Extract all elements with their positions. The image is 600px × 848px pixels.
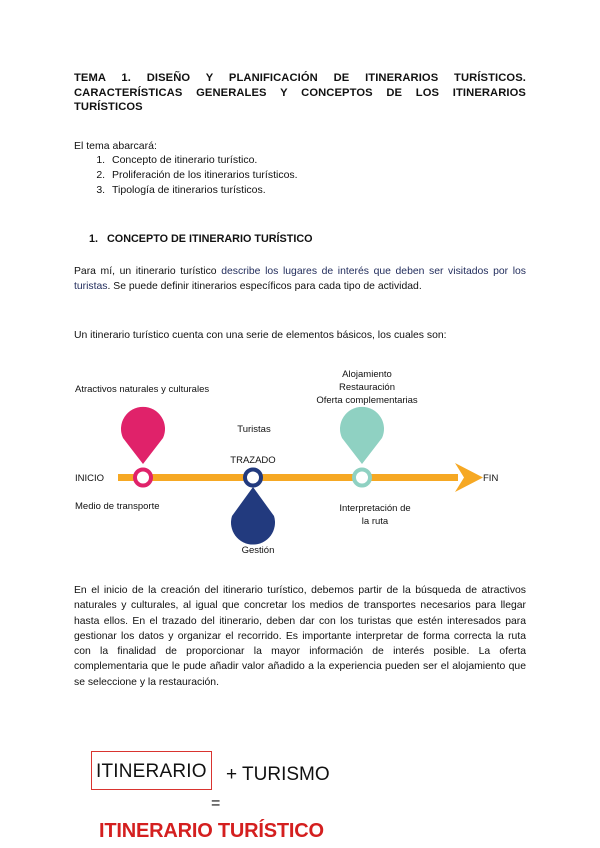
equation-plus: + TURISMO <box>226 764 330 785</box>
label-route: TRAZADO <box>230 455 276 466</box>
attractions-drop-icon <box>121 407 165 464</box>
label-complementary: Oferta complementarias <box>316 395 418 406</box>
label-management: Gestión <box>241 545 275 556</box>
equation-result: ITINERARIO TURÍSTICO <box>99 820 324 842</box>
label-tourists: Turistas <box>237 424 271 435</box>
route-node <box>245 470 261 486</box>
interpretation-node <box>354 470 370 486</box>
equation-equals: = <box>211 795 221 812</box>
lodging-drop-icon <box>340 407 384 464</box>
equation-box: ITINERARIO <box>91 751 212 790</box>
list-item: 2. Proliferación de los itinerarios turísticos. <box>108 168 298 183</box>
label-attractions: Atractivos naturales y culturales <box>75 384 210 395</box>
section-title: CONCEPTO DE ITINERARIO TURÍSTICO <box>107 233 313 245</box>
label-restaurants: Restauración <box>339 382 395 393</box>
label-interpretation-2: la ruta <box>361 516 389 527</box>
paragraph-explanation: En el inicio de la creación del itinerario turístico, debemos partir de la búsqueda de atractivos naturales y culturales, al igual que concretar los medios de transportes necesarios para llegar hasta ellos. En el trazado del itinerario, deben dar con los turistas que estén interesados para gestionar los datos y organizar el recorrido. Es importante interpretar de forma correcta la ruta con la finalidad de proporcionar la mayor información de interés posible. La oferta complementaria que le pude añadir valor añadido a la experiencia pueden ser el alojamiento que se seleccione y la restauración. <box>74 585 526 688</box>
paragraph-text: . Se puede definir itinerarios específicos para cada tipo de actividad. <box>107 280 422 292</box>
list-item: 1. Concepto de itinerario turístico. <box>108 153 298 168</box>
route-arrowhead <box>455 463 483 492</box>
label-start: INICIO <box>75 473 105 484</box>
intro-text: El tema abarcará: <box>74 140 157 152</box>
label-transport: Medio de transporte <box>75 501 160 512</box>
label-end: FIN <box>483 473 499 484</box>
paragraph-elements: Un itinerario turístico cuenta con una serie de elementos básicos, los cuales son: <box>74 330 447 341</box>
label-lodging: Alojamiento <box>342 369 392 380</box>
page-title: TEMA 1. DISEÑO Y PLANIFICACIÓN DE ITINERARIOS TURÍSTICOS. CARACTERÍSTICAS GENERALES Y CONCEPTOS DE LOS ITINERARIOS TURÍSTICOS <box>74 72 526 113</box>
section-number: 1. <box>89 233 99 245</box>
label-interpretation: Interpretación de <box>339 503 411 514</box>
paragraph-text: Para mí, un itinerario turístico <box>74 266 222 277</box>
list-item: 3. Tipología de itinerarios turísticos. <box>108 183 298 198</box>
start-node <box>135 470 151 486</box>
route-line <box>118 474 458 481</box>
highlighted-text: describe los lugares de interés que deben ser visitados por los turistas <box>74 266 526 292</box>
management-drop-icon <box>231 487 275 545</box>
